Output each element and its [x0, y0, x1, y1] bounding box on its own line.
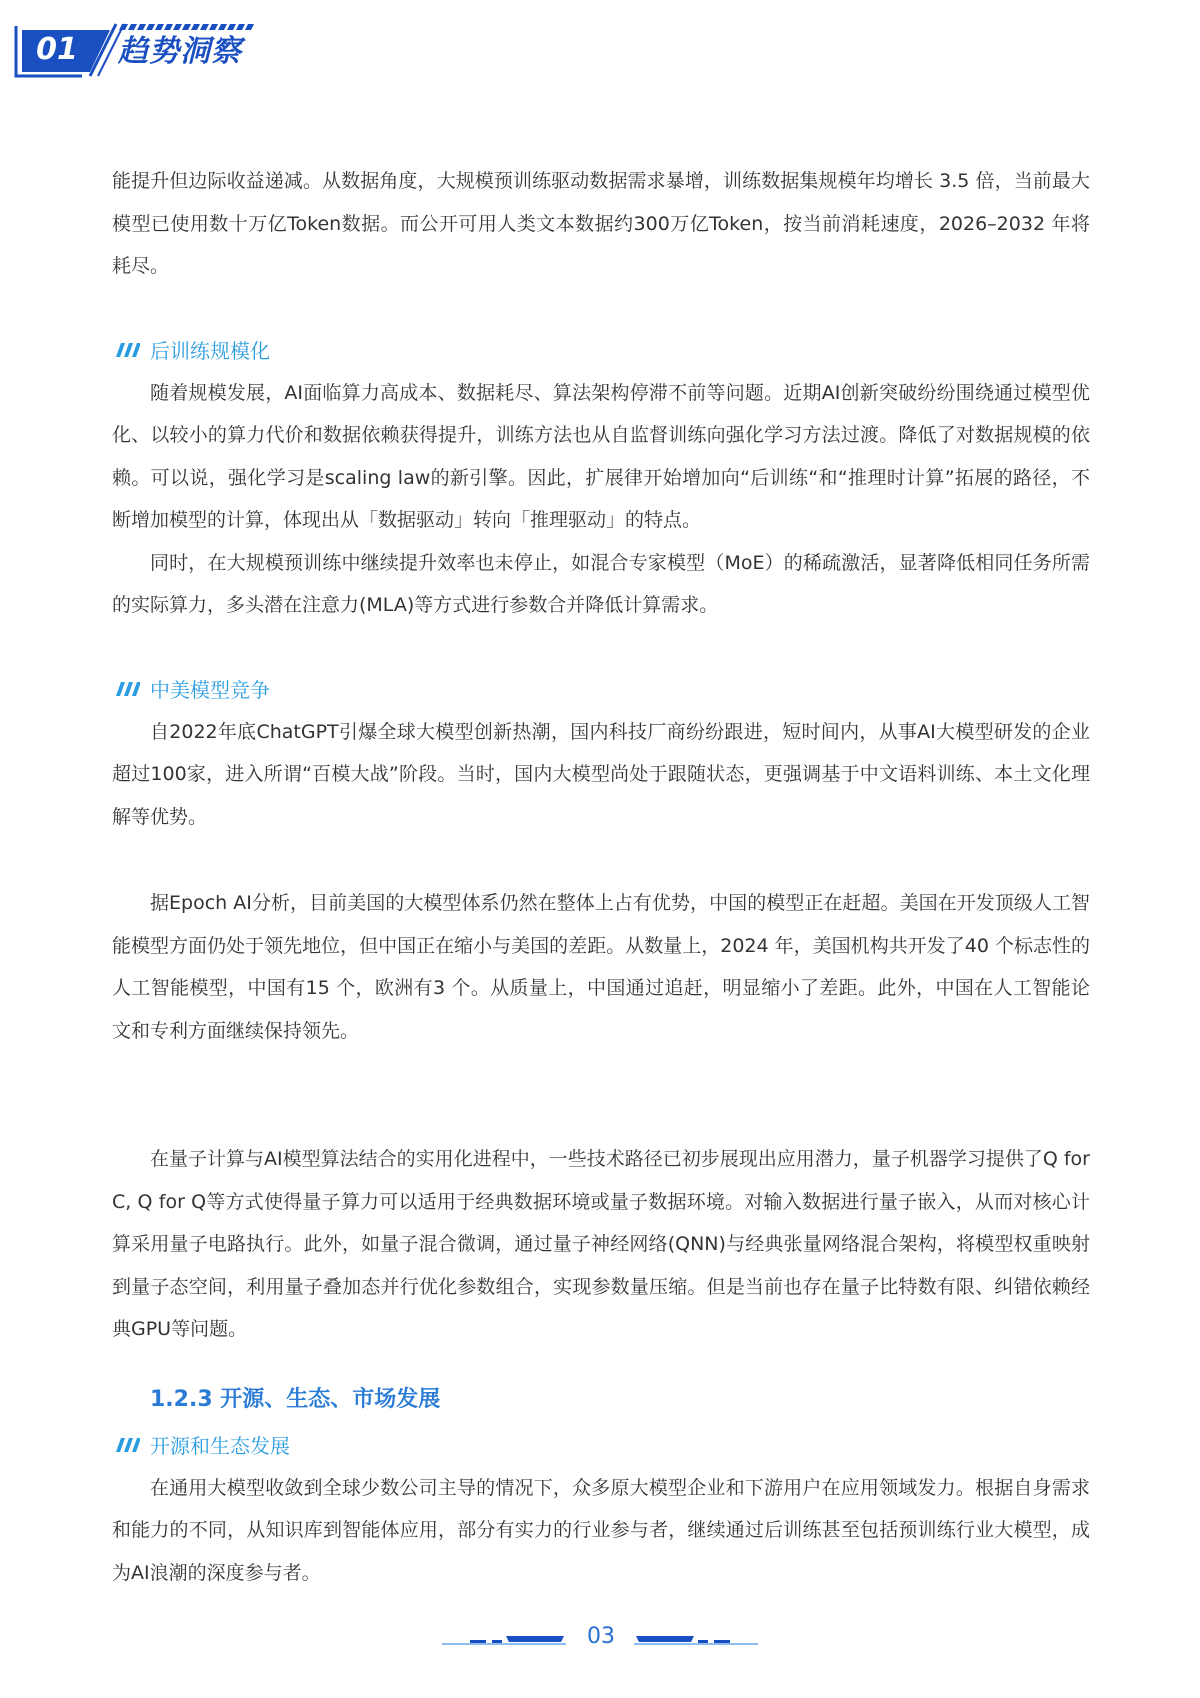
sino-us-paragraph-2: 据Epoch AI分析，目前美国的大模型体系仍然在整体上占有优势，中国的模型正在赶超。美国在开发顶级人工智能模型方面仍处于领先地位，但中国正在缩小与美国的差距。从数量上，2024 年，美国机构共开发了40 个标志性的人工智能模型，中国有15 个，欧洲有3 个。从质量上，中国通过追赶，明显缩小了差距。此外，中国在人工智能论文和专利方面继续保持领先。: [112, 892, 1090, 1042]
sino-us-heading: [112, 667, 1090, 711]
chapter-title: 趋势洞察: [118, 34, 242, 69]
page-number: 03: [587, 1624, 615, 1649]
chapter-header: [12, 20, 272, 82]
page-footer: [440, 1622, 760, 1658]
page-content: [112, 160, 1090, 1594]
post-training-paragraph-1: 随着规模发展，AI面临算力高成本、数据耗尽、算法架构停滞不前等问题。近期AI创新突破纷纷围绕通过模型优化、以较小的算力代价和数据依赖获得提升，训练方法也从自监督训练向强化学习方法过渡。降低了对数据规模的依赖。可以说，强化学习是scaling law的新引擎。因此，扩展律开始增加向“后训练“和“推理时计算”拓展的路径，不断增加模型的计算，体现出从「数据驱动」转向「推理驱动」的特点。: [112, 381, 1090, 531]
post-training-paragraph-2: 同时，在大规模预训练中继续提升效率也未停止，如混合专家模型（MoE）的稀疏激活，显著降低相同任务所需的实际算力，多头潜在注意力(MLA)等方式进行参数合并降低计算需求。: [112, 551, 1090, 616]
sino-us-heading-text: 中美模型竞争: [150, 678, 270, 702]
open-source-paragraph: 在通用大模型收敛到全球少数公司主导的情况下，众多原大模型企业和下游用户在应用领域发力。根据自身需求和能力的不同，从知识库到智能体应用，部分有实力的行业参与者，继续通过后训练甚至包括预训练行业大模型，成为AI浪潮的深度参与者。: [112, 1476, 1090, 1584]
quantum-paragraph: 在量子计算与AI模型算法结合的实用化进程中，一些技术路径已初步展现出应用潜力，量子机器学习提供了Q for C, Q for Q等方式使得量子算力可以适用于经典数据环境或量子数据环境。对输入数据进行量子嵌入，从而对核心计算采用量子电路执行。此外，如量子混合微调，通过量子神经网络(QNN)与经典张量网络混合架构，将模型权重映射到量子态空间，利用量子叠加态并行优化参数组合，实现参数量压缩。但是当前也存在量子比特数有限、纠错依赖经典GPU等问题。: [112, 1148, 1090, 1340]
open-source-heading-text: 开源和生态发展: [150, 1434, 290, 1458]
triple-slash-icon: [112, 1438, 140, 1452]
section-heading: 1.2.3 开源、生态、市场发展: [150, 1386, 441, 1412]
triple-slash-icon: [112, 343, 140, 357]
intro-paragraph: 能提升但边际收益递减。从数据角度，大规模预训练驱动数据需求暴增，训练数据集规模年均增长 3.5 倍，当前最大模型已使用数十万亿Token数据。而公开可用人类文本数据约300万亿Token，按当前消耗速度，2026–2032 年将耗尽。: [112, 170, 1090, 277]
triple-slash-icon: [112, 682, 140, 696]
open-source-heading: [112, 1423, 1090, 1467]
post-training-heading: [112, 328, 1090, 372]
chapter-number: 01: [36, 32, 78, 67]
sino-us-paragraph-1: 自2022年底ChatGPT引爆全球大模型创新热潮，国内科技厂商纷纷跟进，短时间内，从事AI大模型研发的企业超过100家，进入所谓“百模大战”阶段。当时，国内大模型尚处于跟随状态，更强调基于中文语料训练、本土文化理解等优势。: [112, 720, 1090, 828]
post-training-heading-text: 后训练规模化: [150, 339, 270, 363]
